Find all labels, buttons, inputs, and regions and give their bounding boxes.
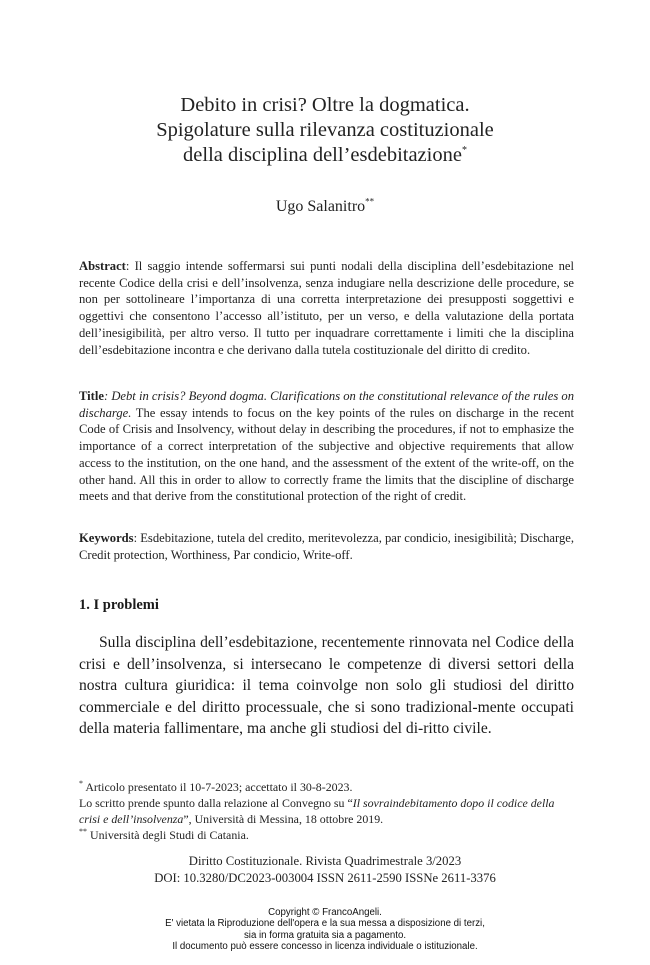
keywords-label: Keywords	[79, 531, 134, 545]
copyright-line-3: sia in forma gratuita sia a pagamento.	[243, 929, 407, 941]
footnote-2-text: Università degli Studi di Catania.	[89, 828, 249, 842]
author	[0, 198, 650, 216]
abstract-italian	[79, 258, 574, 358]
section-heading: 1. I problemi	[79, 597, 159, 613]
footnote-1b-italic: Il sovraindebitamento dopo il codice della crisi e dell’insolvenza	[79, 796, 555, 826]
journal-info	[0, 853, 650, 886]
footnote-2-mark: **	[79, 827, 87, 837]
journal-doi-issn: DOI: 10.3280/DC2023-003004 ISSN 2611-2590 ISSNe 2611-3376	[154, 870, 496, 885]
footnote-1-mark: *	[79, 779, 83, 789]
abstract-label: Abstract	[79, 259, 126, 273]
copyright-line-4: Il documento può essere concesso in licenza individuale o istituzionale.	[172, 940, 478, 952]
footnote-2	[79, 827, 574, 843]
footnotes	[79, 779, 574, 843]
title-line-1: Debito in crisi? Oltre la dogmatica.	[180, 94, 470, 116]
keywords-text: : Esdebitazione, tutela del credito, meritevolezza, par condicio, inesigibilità; Discharge, Credit protection, Worthiness, Par condicio, Write-off.	[79, 531, 574, 562]
english-title: : Debt in crisis? Beyond dogma. Clarifications on the constitutional relevance of the rules on discharge.	[79, 389, 574, 420]
copyright-line-1: Copyright © FrancoAngeli.	[268, 907, 382, 918]
title-line-2: Spigolature sulla rilevanza costituzionale	[156, 119, 494, 141]
footnote-1b-before: Lo scritto prende spunto dalla relazione al Convegno su “	[79, 796, 353, 810]
footnote-1-text: Articolo presentato il 10-7-2023; accettato il 30-8-2023.	[85, 780, 353, 794]
footnote-1	[79, 779, 574, 795]
title-line-3-text: della disciplina dell’esdebitazione	[183, 144, 462, 166]
abstract-english	[79, 388, 574, 505]
body-paragraph	[79, 632, 574, 740]
abstract-english-text: The essay intends to focus on the key points of the rules on discharge in the recent Code of Crisis and Insolvency, without delay in describing the procedures, if not to emphasize the importance of a correct interpretation of the subjective and objective requirements that allow access to the institution, on the one hand, and the assessment of the extent of the write-off, on the other hand. All this in order to allow to correctly frame the limits that the discipline of discharge meets and that derive from the constitutional protection of the right of credit.	[79, 405, 574, 504]
article-title	[60, 93, 590, 168]
footnote-1-continued	[79, 795, 574, 827]
abstract-italian-text: : Il saggio intende soffermarsi sui punti nodali della disciplina dell’esdebitazione nel recente Codice della crisi e dell’insolvenza, senza indugiare nella descrizione delle procedure, se non per sottolineare l’importanza di una corretta interpretazione dei presupposti soggettivi e oggettivi che consentono l’accesso all’istituto, per un verso, e della valutazione della portata dell’inesigibilità, per altro verso. Il tutto per inquadrare correttamente i limiti che la disciplina dell’esdebitazione incontra e che derivano dalla tutela costituzionale del diritto di credito.	[79, 259, 574, 357]
copyright-line-2: E' vietata la Riproduzione dell'opera e la sua messa a disposizione di terzi,	[165, 918, 485, 930]
journal-name: Diritto Costituzionale. Rivista Quadrimestrale 3/2023	[188, 854, 462, 868]
author-footnote-mark: **	[365, 196, 375, 207]
keywords	[79, 530, 574, 563]
title-footnote-mark: *	[461, 145, 467, 157]
title-line-3	[60, 143, 590, 168]
footnote-1b-after: ”, Università di Messina, 18 ottobre 2019.	[183, 812, 384, 826]
author-name: Ugo Salanitro	[275, 198, 366, 215]
copyright-notice	[0, 907, 650, 952]
english-title-label: Title	[79, 389, 104, 403]
body-paragraph-text: Sulla disciplina dell’esdebitazione, recentemente rinnovata nel Codice della crisi e dell’insolvenza, si intersecano le competenze di diversi settori della nostra cultura giuridica: il tema coinvolge non solo gli studiosi del diritto commerciale e del diritto processuale, che si sono tradizional-mente occupati della materia fallimentare, ma anche gli studiosi del di-ritto civile.	[79, 634, 574, 738]
